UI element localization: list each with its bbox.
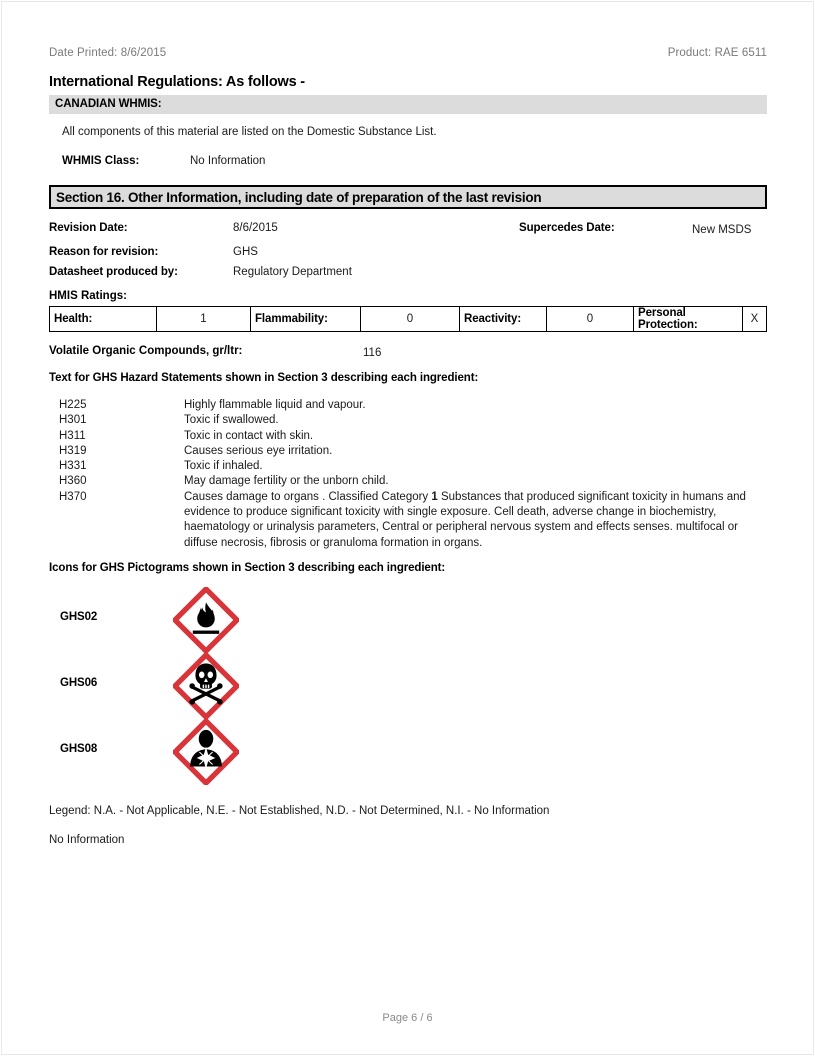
canadian-whmis-label: CANADIAN WHMIS: [55,98,162,110]
flame-pictogram-icon [173,587,239,653]
legend-text: Legend: N.A. - Not Applicable, N.E. - Not Established, N.D. - Not Determined, N.I. - No Information [49,805,550,817]
canadian-whmis-banner [49,95,767,114]
ghs-hazard-statements-list [49,398,767,551]
whmis-domestic-substance-note: All components of this material are listed on the Domestic Substance List. [62,126,437,138]
health-hazard-pictogram-icon [173,719,239,785]
hazard-code: H370 [59,490,87,503]
whmis-class-label: WHMIS Class: [62,155,140,167]
revision-date-label: Revision Date: [49,222,128,234]
hmis-health-label: Health: [50,307,157,332]
reason-for-revision-label: Reason for revision: [49,246,159,258]
hazard-code: H360 [59,475,87,488]
hazard-text: May damage fertility or the unborn child. [184,475,389,488]
hmis-reactivity-value: 0 [547,307,634,332]
product-code: Product: RAE 6511 [667,47,767,59]
voc-label: Volatile Organic Compounds, gr/ltr: [49,345,243,357]
list-item [49,398,767,413]
hazard-text: Highly flammable liquid and vapour. [184,399,366,411]
list-item [49,490,767,551]
hazard-code: H319 [59,444,87,457]
pictogram-row-ghs02 [49,587,329,653]
hazard-code: H331 [59,460,87,473]
datasheet-produced-by-label: Datasheet produced by: [49,266,178,278]
revision-date-value: 8/6/2015 [233,222,278,234]
list-item [49,459,767,474]
hazard-text: Toxic if swallowed. [184,414,279,427]
hazard-text: Toxic if inhaled. [184,460,263,473]
hazard-text: Causes damage to organs . Classified Category 1 Substances that produced significant toxicity in humans and evidence to produce significant toxicity with single exposure. Cell death, adverse change in biochemistry, haematology or urinalysis parameters, Central or peripheral nervous system and effects senses. multifocal or diffuse necrosis, fibrosis or granuloma formation in organs. [184,490,746,549]
pictogram-code: GHS02 [60,611,98,623]
hmis-ratings-title: HMIS Ratings: [49,290,127,302]
reason-for-revision-value: GHS [233,246,258,258]
ghs-pictograms-title: Icons for GHS Pictograms shown in Section 3 describing each ingredient: [49,562,446,574]
international-regulations-title: International Regulations: As follows - [49,74,305,90]
skull-crossbones-pictogram-icon [173,653,239,719]
pictogram-row-ghs08 [49,719,329,785]
table-row [50,307,767,332]
voc-value: 116 [363,347,382,359]
pictogram-row-ghs06 [49,653,329,719]
hmis-personal-protection-label: Personal Protection: [634,307,743,332]
pictogram-code: GHS06 [60,677,98,689]
page-number: Page 6 / 6 [382,1012,433,1024]
date-printed: Date Printed: 8/6/2015 [49,47,167,59]
hazard-text: Toxic in contact with skin. [184,429,314,442]
document-header [49,47,767,61]
list-item [49,413,767,428]
supercedes-date-value: New MSDS [692,224,752,236]
supercedes-date-label: Supercedes Date: [519,222,615,234]
hazard-code: H225 [59,399,87,411]
hmis-personal-protection-value: X [743,307,767,332]
list-item [49,429,767,444]
no-information-text: No Information [49,834,125,846]
pictogram-code: GHS08 [60,743,98,755]
hmis-ratings-table [49,306,767,332]
list-item [49,444,767,459]
whmis-class-value: No Information [190,155,266,167]
hmis-flammability-label: Flammability: [251,307,361,332]
hazard-code: H301 [59,414,87,427]
section-16-banner [49,185,767,209]
hazard-text: Causes serious eye irritation. [184,444,333,457]
hazard-code: H311 [59,429,86,442]
list-item [49,474,767,489]
hmis-reactivity-label: Reactivity: [460,307,547,332]
datasheet-produced-by-value: Regulatory Department [233,266,352,278]
hmis-health-value: 1 [157,307,251,332]
section-16-title: Section 16. Other Information, including date of preparation of the last revision [56,190,542,205]
hmis-flammability-value: 0 [361,307,460,332]
ghs-hazard-statements-title: Text for GHS Hazard Statements shown in Section 3 describing each ingredient: [49,372,479,384]
